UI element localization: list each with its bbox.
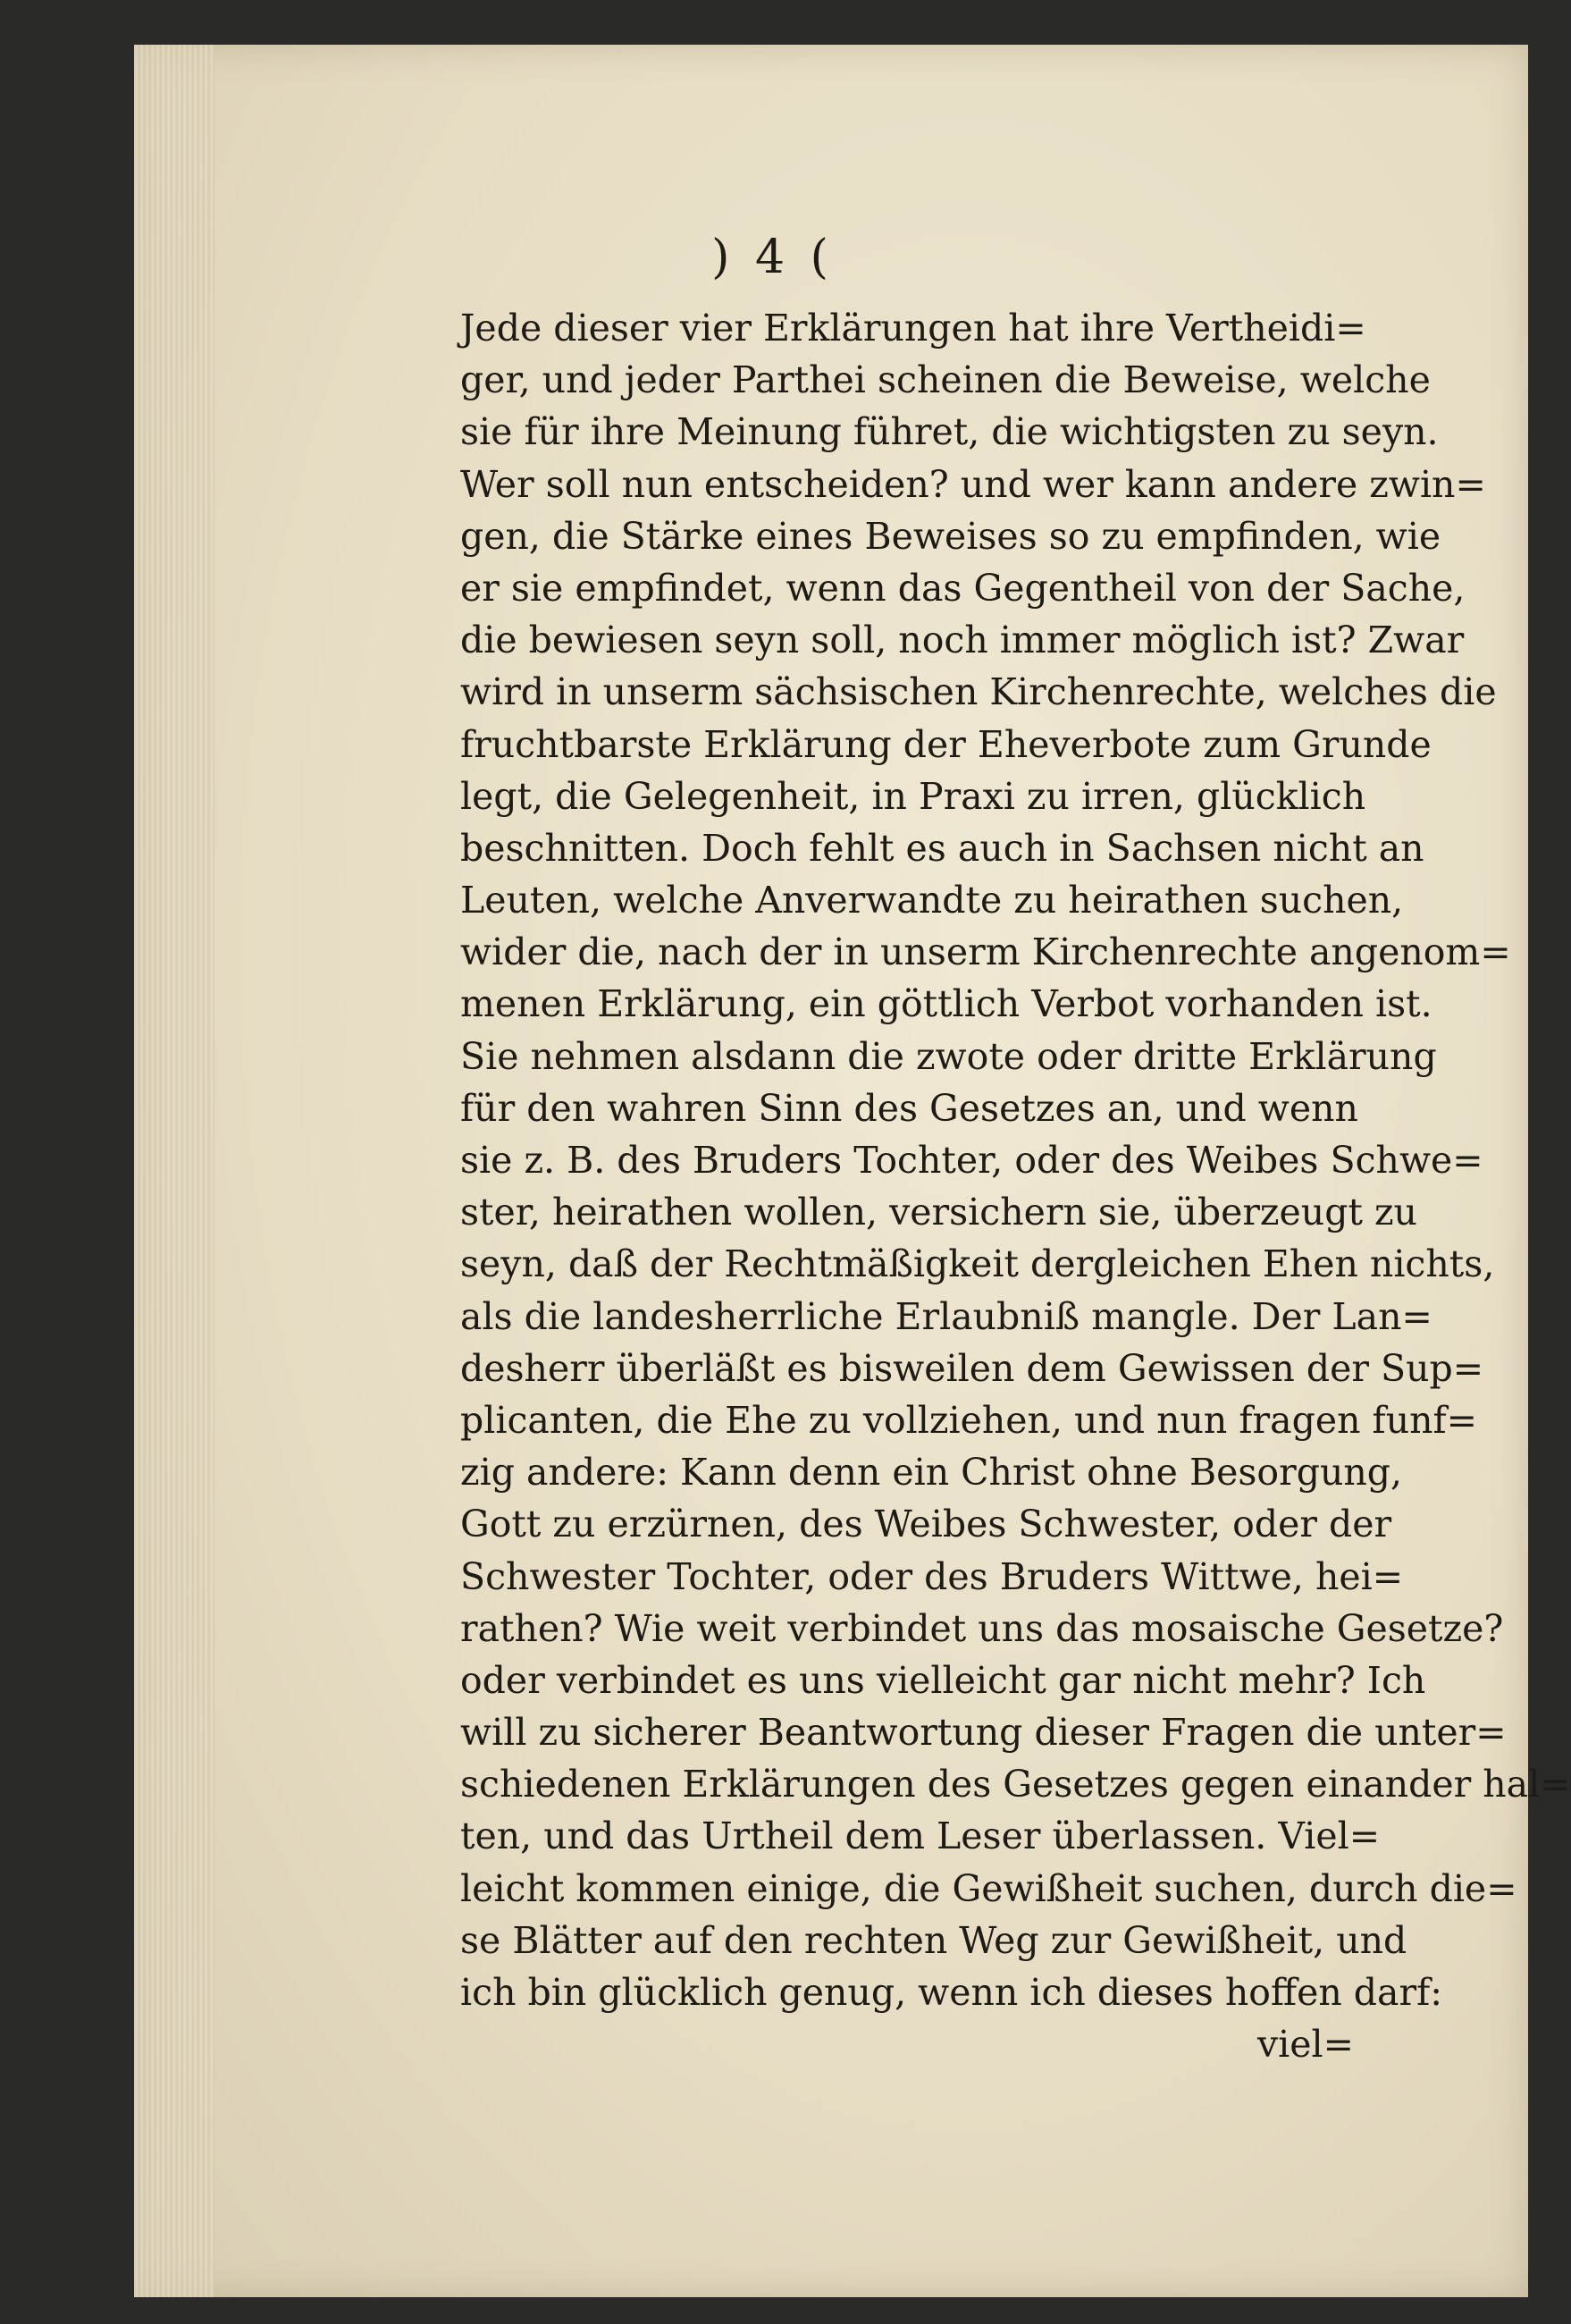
text-line: Gott zu erzürnen, des Weibes Schwester, oder der	[460, 1503, 1392, 1546]
text-line: sie für ihre Meinung führet, die wichtigsten zu seyn.	[460, 410, 1439, 454]
text-line: schiedenen Erklärungen des Gesetzes gegen einander hal=	[460, 1763, 1571, 1806]
text-line: fruchtbarste Erklärung der Eheverbote zum Grunde	[460, 722, 1432, 766]
text-line: oder verbindet es uns vielleicht gar nicht mehr? Ich	[460, 1658, 1426, 1702]
text-line: gen, die Stärke eines Beweises so zu empfinden, wie	[460, 514, 1441, 558]
text-line: zig andere: Kann denn ein Christ ohne Besorgung,	[460, 1451, 1403, 1495]
text-line: will zu sicherer Beantwortung dieser Fragen die unter=	[460, 1711, 1507, 1755]
text-block	[460, 302, 1571, 2070]
catchword: viel=	[1256, 2023, 1354, 2067]
text-line: die bewiesen seyn soll, noch immer möglich ist? Zwar	[460, 619, 1465, 662]
text-line: menen Erklärung, ein göttlich Verbot vorhanden ist.	[460, 982, 1432, 1026]
text-line: ger, und jeder Parthei scheinen die Beweise, welche	[460, 358, 1431, 402]
text-line: leicht kommen einige, die Gewißheit suchen, durch die=	[460, 1866, 1517, 1910]
text-line: wider die, nach der in unserm Kirchenrechte angenom=	[460, 930, 1511, 974]
text-line: Sie nehmen alsdann die zwote oder dritte Erklärung	[460, 1034, 1437, 1078]
page-edges	[134, 45, 214, 2297]
text-line: se Blätter auf den rechten Weg zur Gewißheit, und	[460, 1918, 1407, 1962]
text-line: beschnitten. Doch fehlt es auch in Sachsen nicht an	[460, 826, 1424, 870]
text-line: wird in unserm sächsischen Kirchenrechte, welches die	[460, 670, 1497, 714]
text-line: für den wahren Sinn des Gesetzes an, und wenn	[460, 1086, 1358, 1130]
text-line: seyn, daß der Rechtmäßigkeit dergleichen Ehen nichts,	[460, 1242, 1495, 1286]
text-line: Leuten, welche Anverwandte zu heirathen suchen,	[460, 879, 1404, 922]
page-number: ) 4 (	[711, 231, 834, 284]
text-line: Jede dieser vier Erklärungen hat ihre Vertheidi=	[460, 307, 1366, 349]
text-line: Schwester Tochter, oder des Bruders Wittwe, hei=	[460, 1554, 1404, 1598]
text-line: Wer soll nun entscheiden? und wer kann andere zwin=	[460, 462, 1486, 506]
text-line: desherr überläßt es bisweilen dem Gewissen der Sup=	[460, 1346, 1484, 1390]
text-line: plicanten, die Ehe zu vollziehen, und nun fragen funf=	[460, 1398, 1478, 1442]
text-line: legt, die Gelegenheit, in Praxi zu irren, glücklich	[460, 774, 1366, 818]
text-line: ich bin glücklich genug, wenn ich dieses hoffen darf:	[460, 1971, 1443, 2014]
text-line: ster, heirathen wollen, versichern sie, überzeugt zu	[460, 1191, 1417, 1234]
text-line: als die landesherrliche Erlaubniß mangle. Der Lan=	[460, 1294, 1432, 1338]
text-line: rathen? Wie weit verbindet uns das mosaische Gesetze?	[460, 1606, 1504, 1650]
text-line: sie z. B. des Bruders Tochter, oder des Weibes Schwe=	[460, 1139, 1483, 1182]
text-line: er sie empfindet, wenn das Gegentheil von der Sache,	[460, 566, 1466, 610]
text-line: ten, und das Urtheil dem Leser überlassen. Viel=	[460, 1815, 1381, 1858]
